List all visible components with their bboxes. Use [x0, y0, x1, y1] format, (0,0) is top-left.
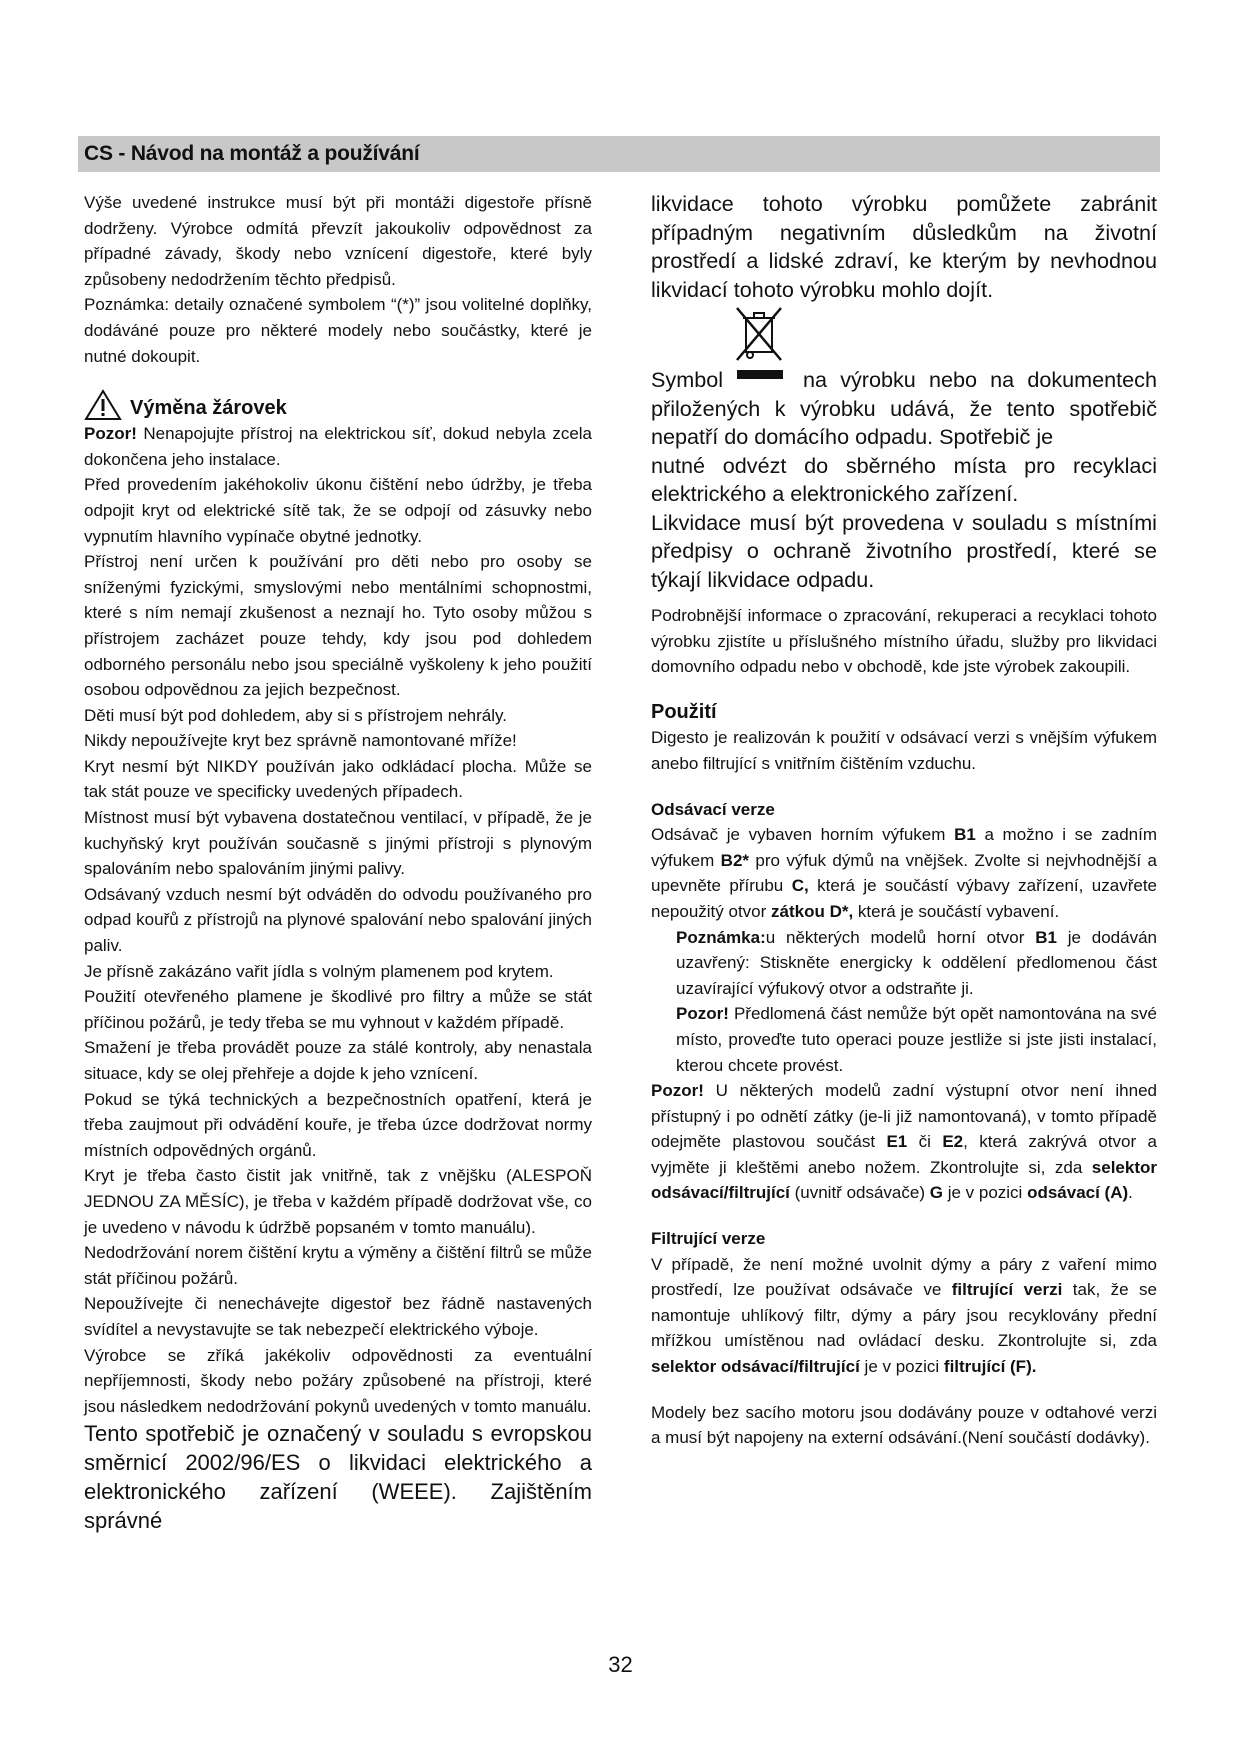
exhaust-paragraph: Odsávač je vybaven horním výfukem B1 a možno i se zadním výfukem B2* pro výfuk dýmů na vnějšek. Zvolte si nejvhodnější a upevněte přírubu C, která je součástí výbavy zařízení, uzavřete nepoužitý otvor zátkou D*, která je součástí vybavení.: [651, 825, 1157, 921]
weee-continuation: likvidace tohoto výrobku pomůžete zabránit případným negativním důsledkům na životní prostředí a lidské zdraví, ke kterým by nevhodnou likvidací tohoto výrobku mohlo dojít.: [651, 191, 1157, 302]
intro-paragraph: Výše uvedené instrukce musí být při montáži digestoře přísně dodrženy. Výrobce odmítá převzít jakoukoliv odpovědnost za případné závady, škody nebo vznícení digestoře, které byly způsobeny nedodržením těchto předpisů.: [84, 193, 592, 289]
paragraph: Pokud se týká technických a bezpečnostních opatření, která je třeba zaujmout při odvádění kouře, je třeba úzce dodržovat normy místních odpovědných orgánů.: [84, 1089, 592, 1160]
paragraph: Nikdy nepoužívejte kryt bez správně namontované mříže!: [84, 731, 517, 751]
paragraph: Nedodržování norem čištění krytu a výměny a čištění filtrů se může stát příčinou požárů.: [84, 1243, 592, 1288]
use-paragraph: Digesto je realizován k použití v odsávací verzi s vnějším výfukem anebo filtrující s vnitřním čištěním vzduchu.: [651, 728, 1157, 773]
crossed-out-bin-icon: [733, 304, 787, 380]
paragraph: Přístroj není určen k používání pro děti nebo pro osoby se sníženými fyzickými, smyslovými nebo mentálními schopnostmi, které s ním nemají zkušenost a neznají ho. Tyto osoby můžou s přístrojem zacházet pouze tehdy, kdy jsou pod dohledem odborného personálu nebo jsou speciálně vyškoleny k jeho použití osobou odpovědnou za jejich bezpečnost.: [84, 552, 592, 700]
disposal-paragraph: Likvidace musí být provedena v souladu s místními předpisy o ochraně životního prostředí, které se týkají likvidace odpadu.: [651, 509, 1157, 592]
paragraph: Odsávaný vzduch nesmí být odváděn do odvodu používaného pro odpad kouřů z přístrojů na plynové spalování nebo spalování jiných paliv.: [84, 884, 592, 956]
section-header: [78, 136, 1160, 172]
heading-text: Výměna žárovek: [130, 396, 287, 419]
warning-paragraph: Pozor! U některých modelů zadní výstupní otvor není ihned přístupný i po odnětí zátky (je-li již namontovaná), v tomto případě odejměte plastovou součást E1 či E2, která zakrývá otvor a vyjměte ji kleštěmi anebo nožem. Zkontrolujte si, zda selektor odsávací/filtrující (uvnitř odsávače) G je v pozici odsávací (A).: [651, 1081, 1157, 1203]
filter-version-heading: Filtrující verze: [651, 1229, 766, 1249]
warning-triangle-icon: [84, 389, 122, 421]
right-column: [651, 190, 1157, 1451]
exhaust-version-heading: Odsávací verze: [651, 799, 775, 819]
use-heading: Použití: [651, 700, 717, 723]
paragraph: Výrobce se zříká jakékoliv odpovědnosti za eventuální nepříjemnosti, škody nebo požáry způsobené na přístroji, které jsou následkem nedodržování pokynů uvedených v tomto manuálu.: [84, 1345, 592, 1416]
page-title: CS - Návod na montáž a používání: [84, 142, 420, 165]
note-paragraph: Poznámka: detaily označené symbolem “(*)” jsou volitelné doplňky, dodáváné pouze pro některé modely nebo součástky, které je nutné dokoupit.: [84, 295, 592, 366]
info-paragraph: Podrobnější informace o zpracování, rekuperaci a recyklaci tohoto výrobku zjistíte u příslušného místního úřadu, služby pro likvidaci domovního odpadu nebo v obchodě, kde jste výrobek zakoupili.: [651, 606, 1157, 677]
symbol-paragraph: Symbol na výrobku nebo na dokumentech přiložených k výrobku udává, že tento spotřebič nepatří do domácího odpadu. Spotřebič je: [651, 366, 1157, 452]
paragraph: Děti musí být pod dohledem, aby si s přístrojem nehrály.: [84, 705, 507, 725]
paragraph: Kryt nesmí být NIKDY používán jako odkládací plocha. Může se tak stát pouze ve specificky uvedených případech.: [84, 756, 592, 802]
paragraph: Před provedením jakéhokoliv úkonu čištění nebo údržby, je třeba odpojit kryt od elektrické sítě tak, že se odpojí od zásuvky nebo vypnutím hlavního vypínače obytné jednotky.: [84, 475, 592, 546]
page-number: 32: [608, 1652, 633, 1677]
left-column: [84, 190, 592, 1535]
paragraph: Nepoužívejte či nenechávejte digestoř bez řádně nastavených svídítel a nevystavujte se tak nebezpečí elektrického výboje.: [84, 1294, 592, 1339]
lamp-replacement-heading: [84, 389, 592, 421]
paragraph: Je přísně zakázáno vařit jídla s volným plamenem pod krytem.: [84, 961, 554, 981]
models-paragraph: Modely bez sacího motoru jsou dodávány pouze v odtahové verzi a musí být napojeny na externí odsávání.(Není součástí dodávky).: [651, 1402, 1157, 1448]
pozor-label: Pozor!: [84, 424, 137, 444]
paragraph: Místnost musí být vybavena dostatečnou ventilací, v případě, že je kuchyňský kryt používán současně s jinými přístroji s plynovým spalováním nebo spalováním jinými palivy.: [84, 808, 592, 879]
warning-paragraph: Pozor! Předlomená část nemůže být opět namontována na své místo, proveďte tuto operaci pouze jestliže si jste jisti instalací, kterou chcete provést.: [676, 1004, 1157, 1075]
paragraph: Použití otevřeného plamene je škodlivé pro filtry a může se stát příčinou požárů, je tedy třeba se mu vyhnout v každém případě.: [84, 987, 592, 1032]
note-paragraph: Poznámka:u některých modelů horní otvor B1 je dodáván uzavřený: Stiskněte energicky k oddělení předlomenou část uzavírající výfukový otvor a odstraňte ji.: [676, 927, 1157, 998]
weee-paragraph: Tento spotřebič je označený v souladu s evropskou směrnicí 2002/96/ES o likvidaci elektrického a elektronického zařízení (WEEE). Zajištěním správné: [84, 1421, 592, 1534]
paragraph: Kryt je třeba často čistit jak vnitřně, tak z vnějšku (ALESPOŇ JEDNOU ZA MĚSÍC), je třeba v každém případě dodržovat vše, co je uvedeno v návodu k údržbě popsaném v tomto manuálu).: [84, 1166, 592, 1237]
paragraph: Pozor! Nenapojujte přístroj na elektrickou síť, dokud nebyla zcela dokončena jeho instalace.: [84, 424, 592, 469]
paragraph: Smažení je třeba provádět pouze za stálé kontroly, aby nenastala situace, kdy se olej přehřeje a dojde k jeho vznícení.: [84, 1038, 592, 1083]
filter-paragraph: V případě, že není možné uvolnit dýmy a páry z vaření mimo prostředí, lze používat odsávače ve filtrující verzi tak, že se namontuje uhlíkový filtr, dýmy a páry jsou recyklovány přední mřížkou umístěnou nad ovládací desku. Zkontrolujte si, zda selektor odsávací/filtrující je v pozici filtrující (F).: [651, 1254, 1158, 1377]
collection-paragraph: nutné odvézt do sběrného místa pro recyklaci elektrického a elektronického zařízení.: [651, 452, 1157, 506]
